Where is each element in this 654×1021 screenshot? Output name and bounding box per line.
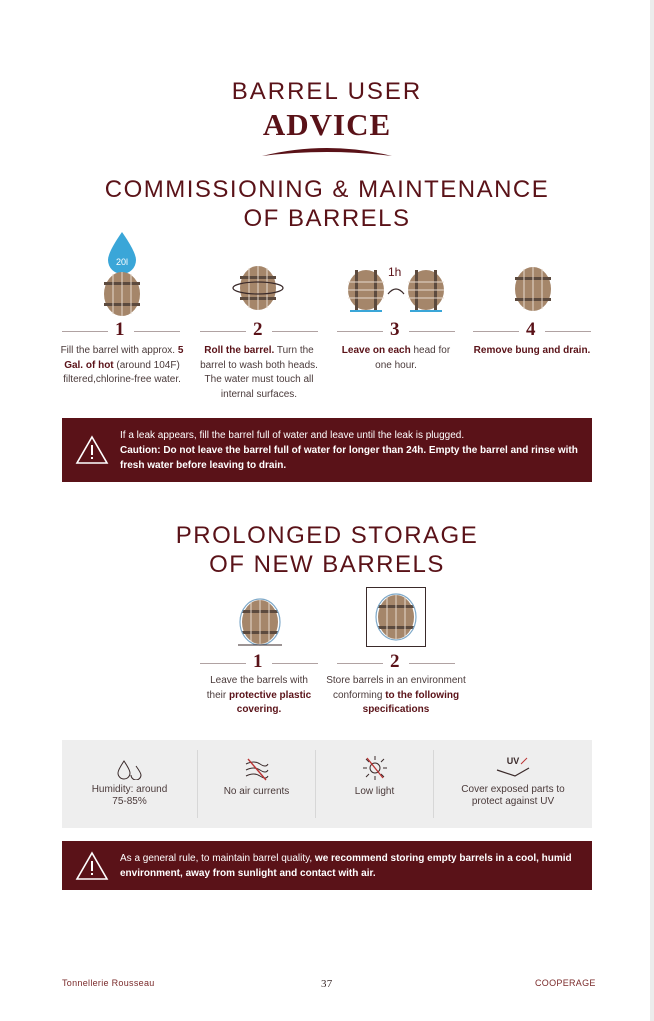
- low-light-icon: [360, 754, 390, 782]
- warning-banner: [62, 418, 592, 482]
- step-number: 1: [115, 319, 125, 340]
- uv-protection-icon: [493, 754, 533, 780]
- turn-arrow-icon: [388, 289, 404, 294]
- step-description: Remove bung and drain.: [473, 345, 591, 356]
- step-number: 1: [253, 651, 263, 672]
- spec-low-light: [316, 740, 433, 828]
- step-description: Roll the barrel. Turn the barrel to wash both heads. The water must touch all internal surfaces.: [200, 345, 318, 400]
- drop-label: 20l: [115, 257, 129, 267]
- spec-humidity: [62, 740, 197, 828]
- section2-title-line-2: OF NEW BARRELS: [209, 551, 445, 578]
- rolling-barrel-illustration: [232, 264, 284, 314]
- step-number: 2: [390, 651, 400, 672]
- covered-barrel-illustration: [238, 598, 282, 648]
- divider: [409, 331, 455, 332]
- no-air-current-icon: [242, 756, 272, 782]
- step-description: Leave on each head for one hour.: [341, 345, 451, 371]
- title-line-1: BARREL USER: [231, 78, 423, 105]
- water-drop-barrel-illustration: [98, 232, 146, 318]
- spec-uv-protection: [434, 740, 592, 828]
- page-edge: [650, 0, 654, 1021]
- duration-label: 1h: [388, 265, 402, 279]
- spec-label: Cover exposed parts to protect against UV: [461, 784, 565, 807]
- barrel-icon: [240, 599, 280, 645]
- footer-company: Tonnellerie Rousseau: [62, 978, 155, 988]
- page-number: 37: [321, 978, 333, 990]
- warning-line: If a leak appears, fill the barrel full of water and leave until the leak is plugged.: [120, 430, 465, 441]
- warning-icon: [75, 851, 109, 881]
- divider: [409, 663, 455, 664]
- divider: [272, 331, 318, 332]
- divider: [272, 663, 318, 664]
- divider: [62, 331, 108, 332]
- section1-title-line-1: COMMISSIONING & MAINTENANCE: [104, 176, 550, 203]
- drain-barrel-illustration: [513, 265, 553, 313]
- barrel-icon: [376, 594, 416, 640]
- storage-specs-panel: [62, 740, 592, 828]
- barrel-icon: [104, 272, 140, 316]
- spec-label: Humidity: around 75-85%: [91, 784, 168, 807]
- divider: [473, 331, 519, 332]
- barrel-icon: [515, 267, 551, 311]
- spec-label: Low light: [354, 786, 395, 797]
- title-line-2: ADVICE: [262, 107, 392, 142]
- uv-icon-text: UV: [506, 756, 520, 766]
- divider: [200, 331, 246, 332]
- section1-title-line-2: OF BARRELS: [243, 205, 411, 232]
- divider: [200, 663, 246, 664]
- barrels-on-heads-illustration: [346, 266, 446, 316]
- caution-text: Caution: Do not leave the barrel full of water for longer than 24h. Empty the barrel and rinse with fresh water before leaving to drain.: [120, 445, 578, 471]
- humidity-icon: [115, 758, 145, 780]
- barrel-icon: [240, 266, 276, 310]
- warning-icon: [75, 435, 109, 465]
- divider: [134, 331, 180, 332]
- barrel-icon: [408, 270, 444, 310]
- divider: [337, 331, 383, 332]
- step-description: Fill the barrel with approx. 5 Gal. of hot (around 104F) filtered,chlorine-free water.: [60, 345, 184, 385]
- step-number: 4: [526, 319, 536, 340]
- advice-banner: [62, 841, 592, 890]
- footer-section: COOPERAGE: [535, 978, 596, 988]
- stored-barrel-illustration: [366, 587, 426, 647]
- step-description: Leave the barrels with their protective plastic covering.: [206, 675, 312, 715]
- spec-label: No air currents: [223, 786, 290, 797]
- warning-text: [120, 428, 580, 473]
- barrel-icon: [348, 270, 384, 310]
- water-drop-icon: [108, 232, 136, 274]
- divider: [337, 663, 383, 664]
- spec-no-air-currents: [198, 740, 315, 828]
- divider: [545, 331, 591, 332]
- step-description: Store barrels in an environment conforming to the following specifications: [326, 675, 466, 715]
- section2-title-line-1: PROLONGED STORAGE: [175, 522, 479, 549]
- step-number: 2: [253, 319, 263, 340]
- advice-text: As a general rule, to maintain barrel quality, we recommend storing empty barrels in a cool, humid environment, away from sunlight and contact with air.: [120, 853, 572, 879]
- step-number: 3: [390, 319, 400, 340]
- title-flourish: [260, 144, 394, 160]
